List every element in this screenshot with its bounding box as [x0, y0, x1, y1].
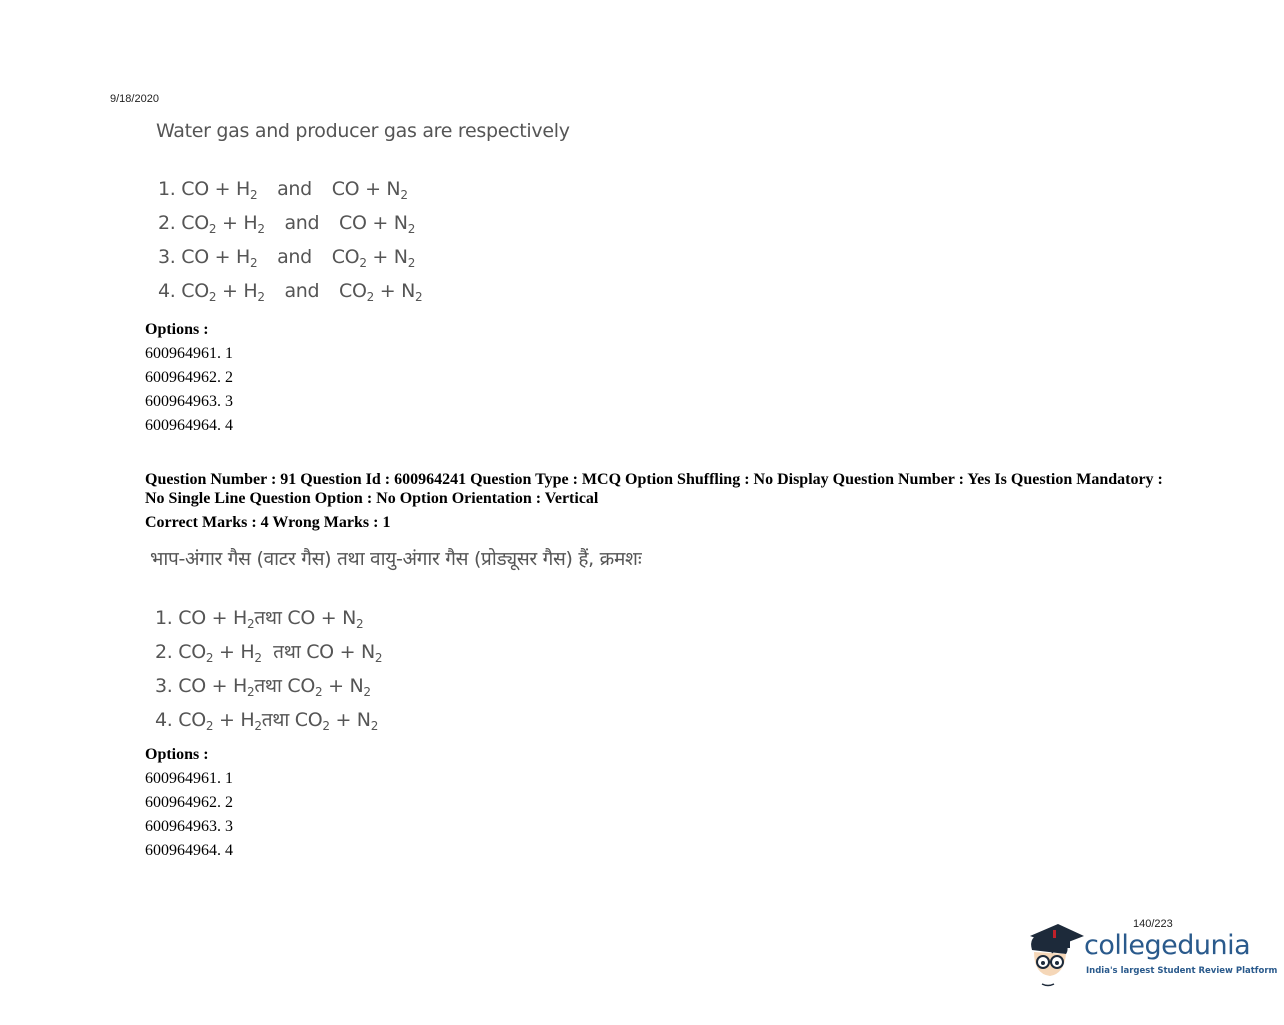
- option-formula-b: CO + $N_2$: [331, 178, 408, 202]
- question-2-option-3: 3. CO + $H_2तथा$ $CO_2 + N_2$: [155, 675, 371, 699]
- option-choice: 600964964. 4: [145, 417, 233, 434]
- options-heading-2: Options :: [145, 746, 209, 763]
- question-2-stem: भाप-अंगार गैस (वाटर गैस) तथा वायु-अंगार गैस (प्रोड्यूसर गैस) हैं, क्रमशः: [150, 548, 642, 570]
- option-join: तथा: [254, 675, 282, 697]
- option-choice: 600964964. 4: [145, 842, 233, 859]
- print-date: 9/18/2020: [110, 93, 159, 105]
- option-formula-a: $CO_2 + H_2$: [181, 280, 265, 304]
- question-2-meta: Question Number : 91 Question Id : 600964241 Question Type : MCQ Option Shuffling : No Display Question Number : Yes Is Question Mandatory : No Single Line Question Option : No Option Orientation : Vertical: [145, 471, 1163, 507]
- option-formula-b: $CO_2 + N_2$: [339, 280, 423, 304]
- mascot-icon: [1024, 918, 1086, 988]
- question-1-stem: Water gas and producer gas are respectively: [156, 120, 570, 142]
- option-choice: 600964961. 1: [145, 345, 233, 362]
- question-1-option-4: [158, 280, 422, 304]
- option-number: 3.: [158, 246, 176, 268]
- brand-name: collegedunia: [1084, 930, 1251, 961]
- options-heading-1: Options :: [145, 321, 209, 338]
- option-choice: 600964961. 1: [145, 770, 233, 787]
- option-number: 1.: [155, 607, 173, 629]
- option-join: तथा: [254, 607, 282, 629]
- option-choice: 600964963. 3: [145, 818, 233, 835]
- brand-tagline: India's largest Student Review Platform: [1086, 966, 1278, 976]
- option-number: 4.: [155, 709, 173, 731]
- option-join: तथा: [261, 709, 289, 731]
- question-1-option-1: [158, 178, 408, 202]
- option-number: 2.: [155, 641, 173, 663]
- option-join: and: [284, 280, 320, 302]
- option-choice: 600964962. 2: [145, 794, 233, 811]
- option-join: and: [284, 212, 320, 234]
- option-number: 4.: [158, 280, 176, 302]
- option-formula-a: CO + $H_2$: [181, 178, 258, 202]
- question-2-option-2: 2. $CO_2 + H_2$ तथा CO + $N_2$: [155, 641, 383, 665]
- collegedunia-logo: [1024, 918, 1278, 988]
- option-join: तथा: [273, 641, 301, 663]
- question-1-option-2: [158, 212, 415, 236]
- option-join: and: [277, 246, 312, 268]
- option-number: 2.: [158, 212, 176, 234]
- question-1-option-3: [158, 246, 415, 270]
- question-2-option-1: 1. CO + $H_2तथा$ CO + $N_2$: [155, 607, 364, 631]
- question-2-option-4: 4. $CO_2$ + $H_2तथा$ $CO_2 + N_2$: [155, 709, 379, 733]
- option-formula-b: $CO_2 + N_2$: [331, 246, 416, 270]
- option-number: 3.: [155, 675, 173, 697]
- option-join: and: [277, 178, 312, 200]
- page-number: 140/223: [1133, 918, 1173, 930]
- option-choice: 600964962. 2: [145, 369, 233, 386]
- option-formula-b: CO + $N_2$: [339, 212, 416, 236]
- question-2-marks: Correct Marks : 4 Wrong Marks : 1: [145, 514, 391, 531]
- option-formula-a: CO + $H_2$: [181, 246, 258, 270]
- option-number: 1.: [158, 178, 176, 200]
- option-formula-a: $CO_2 + H_2$: [181, 212, 265, 236]
- option-choice: 600964963. 3: [145, 393, 233, 410]
